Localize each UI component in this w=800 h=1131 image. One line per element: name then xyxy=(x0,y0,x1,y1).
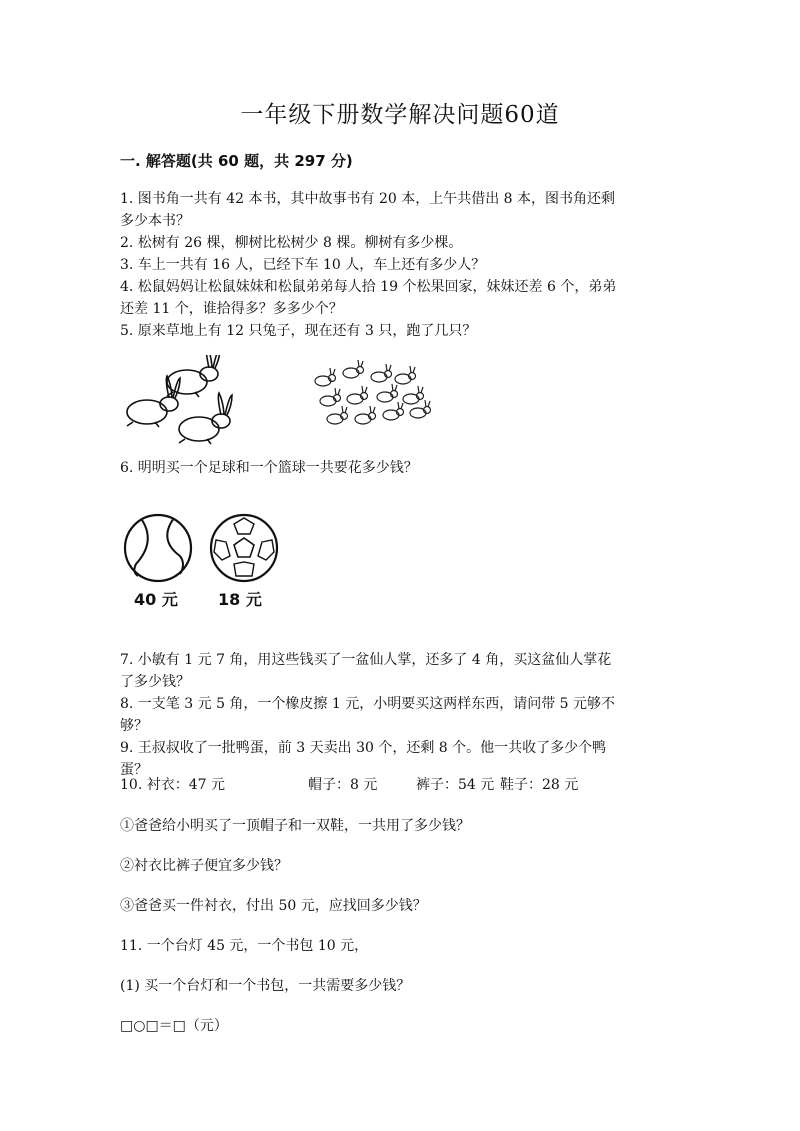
question-2: 2. 松树有 26 棵，柳树比松树少 8 棵。柳树有多少棵。 xyxy=(120,235,463,251)
question-11-part-1: (1) 买一个台灯和一个书包，一共需要多少钱？ xyxy=(120,978,411,994)
question-10-part-2: ②衬衣比裤子便宜多少钱？ xyxy=(120,858,288,874)
question-9-line-1: 9. 王叔叔收了一批鸭蛋，前 3 天卖出 30 个，还剩 8 个。他一共收了多少个鸭 xyxy=(120,740,607,756)
page-title: 一年级下册数学解决问题60道 xyxy=(240,102,560,128)
rabbit-group-small xyxy=(315,360,431,424)
question-8-line-2: 够？ xyxy=(120,718,148,734)
rabbit-group-large xyxy=(127,355,232,444)
question-1-line-1: 1. 图书角一共有 42 本书，其中故事书有 20 本，上午共借出 8 本，图书角还剩 xyxy=(120,191,616,207)
football-price: 18 元 xyxy=(218,590,262,609)
question-11-formula: □○□＝□（元） xyxy=(120,1018,228,1034)
question-10-prices xyxy=(120,774,690,796)
basketball-price: 40 元 xyxy=(134,590,178,609)
question-11: 11. 一个台灯 45 元，一个书包 10 元， xyxy=(120,938,369,954)
question-6: 6. 明明买一个足球和一个篮球一共要花多少钱？ xyxy=(120,460,418,476)
question-10-part-1: ①爸爸给小明买了一顶帽子和一双鞋，一共用了多少钱？ xyxy=(120,818,470,834)
question-4-line-1: 4. 松鼠妈妈让松鼠妹妹和松鼠弟弟每人拾 19 个松果回家，妹妹还差 6 个，弟弟 xyxy=(120,279,617,295)
question-9-line-2: 蛋？ xyxy=(120,762,148,778)
football-icon xyxy=(208,512,280,584)
question-1-line-2: 多少本书？ xyxy=(120,213,190,229)
question-7-line-2: 了多少钱？ xyxy=(120,674,190,690)
shirt-price: 10. 衬衣：47 元 xyxy=(120,777,225,793)
question-3: 3. 车上一共有 16 人，已经下车 10 人，车上还有多少人？ xyxy=(120,257,486,273)
rabbits-figure xyxy=(115,355,445,455)
shoes-price: 鞋子：28 元 xyxy=(500,777,579,793)
question-4-line-2: 还差 11 个，谁拾得多？多多少个？ xyxy=(120,301,343,317)
question-5: 5. 原来草地上有 12 只兔子，现在还有 3 只，跑了几只？ xyxy=(120,323,477,339)
question-8-line-1: 8. 一支笔 3 元 5 角，一个橡皮擦 1 元，小明要买这两样东西，请问带 5 元够不 xyxy=(120,696,616,712)
question-10-part-3: ③爸爸买一件衬衣，付出 50 元，应找回多少钱？ xyxy=(120,898,427,914)
hat-price: 帽子：8 元 xyxy=(308,777,378,793)
section-heading: 一. 解答题(共 60 题，共 297 分) xyxy=(120,152,353,170)
basketball-icon xyxy=(122,512,194,584)
question-7-line-1: 7. 小敏有 1 元 7 角，用这些钱买了一盆仙人掌，还多了 4 角，买这盆仙人掌花 xyxy=(120,652,612,668)
pants-price: 裤子：54 元 xyxy=(416,777,495,793)
